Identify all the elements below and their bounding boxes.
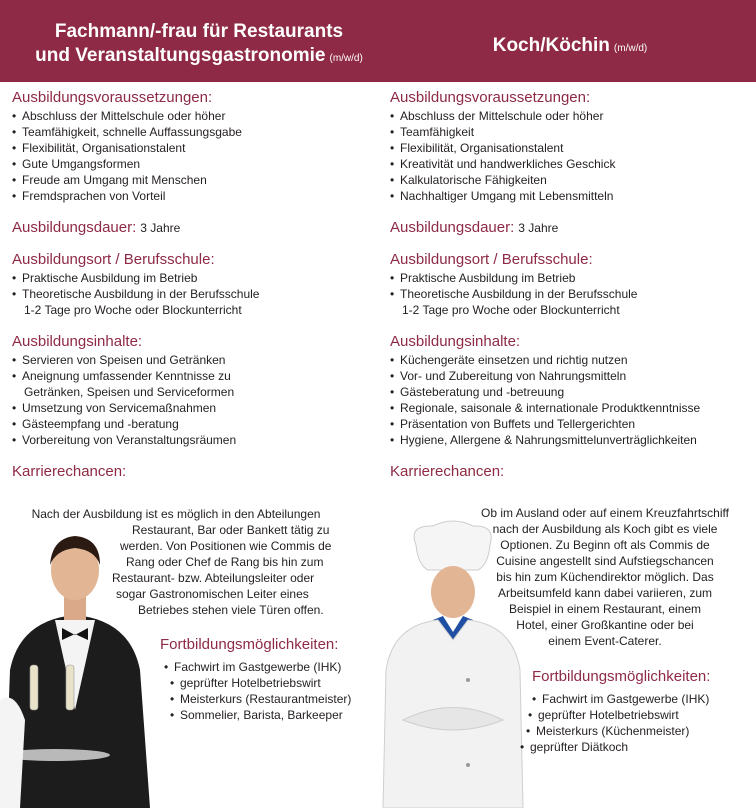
list-item: • Teamfähigkeit bbox=[390, 124, 755, 140]
right-title-suffix: (m/w/d) bbox=[613, 43, 648, 54]
text-line: Betriebes stehen viele Türen offen. bbox=[138, 603, 324, 617]
text-line: Beispiel in einem Restaurant, einem bbox=[508, 602, 702, 616]
left-fortbildung-list bbox=[164, 659, 351, 723]
list-item: • geprüfter Hotelbetriebswirt bbox=[170, 675, 351, 691]
text-line: Rang oder Chef de Rang bis hin zum bbox=[126, 555, 324, 569]
list-item: • Abschluss der Mittelschule oder höher bbox=[12, 108, 377, 124]
left-karriere-heading: Karrierechancen: bbox=[12, 463, 127, 480]
list-item: • Aneignung umfassender Kenntnisse zu bbox=[12, 368, 377, 384]
right-dauer-row bbox=[390, 218, 755, 238]
text-line: Hotel, einer Großkantine oder bei bbox=[516, 618, 694, 632]
left-inhalte-list bbox=[12, 352, 377, 448]
left-inhalte-heading: Ausbildungsinhalte: bbox=[12, 333, 143, 350]
left-title-line2-row bbox=[14, 44, 384, 71]
left-voraussetzungen-list bbox=[12, 108, 377, 204]
right-inhalte-list bbox=[390, 352, 755, 448]
left-karriere-text bbox=[12, 506, 340, 618]
right-karriere-heading: Karrierechancen: bbox=[390, 463, 505, 480]
text-line: Arbeitsumfeld kann dabei variieren, zum bbox=[497, 586, 713, 600]
left-title-suffix: (m/w/d) bbox=[329, 53, 363, 64]
list-item: • Kreativität und handwerkliches Geschick bbox=[390, 156, 755, 172]
list-item: • Gästeempfang und -beratung bbox=[12, 416, 377, 432]
list-item: • Freude am Umgang mit Menschen bbox=[12, 172, 377, 188]
list-item: • Praktische Ausbildung im Betrieb bbox=[390, 270, 755, 286]
left-dauer-row bbox=[12, 218, 377, 238]
left-title-line1: Fachmann/-frau für Restaurants bbox=[54, 21, 344, 42]
list-item: • Vor- und Zubereitung von Nahrungsmitteln bbox=[390, 368, 755, 384]
right-inhalte-heading: Ausbildungsinhalte: bbox=[390, 333, 521, 350]
list-item: • Nachhaltiger Umgang mit Lebensmitteln bbox=[390, 188, 755, 204]
list-item: • Teamfähigkeit, schnelle Auffassungsgabe bbox=[12, 124, 377, 140]
right-dauer-value: 3 Jahre bbox=[518, 221, 559, 235]
text-line: werden. Von Positionen wie Commis de bbox=[120, 539, 332, 553]
right-ort-heading: Ausbildungsort / Berufsschule: bbox=[390, 251, 593, 268]
list-item-continuation: Getränken, Speisen und Serviceformen bbox=[24, 385, 235, 399]
right-ort-list bbox=[390, 270, 755, 318]
list-item: • Hygiene, Allergene & Nahrungsmittelunverträglichkeiten bbox=[390, 432, 755, 448]
list-item: • Fremdsprachen von Vorteil bbox=[12, 188, 377, 204]
text-line: sogar Gastronomischen Leiter eines bbox=[116, 587, 309, 601]
left-ort-list bbox=[12, 270, 377, 318]
list-item: • Fachwirt im Gastgewerbe (IHK) bbox=[164, 659, 351, 675]
list-item-continuation: 1-2 Tage pro Woche oder Blockunterricht bbox=[24, 303, 242, 317]
text-line: einem Event-Caterer. bbox=[548, 634, 662, 648]
text-line: Nach der Ausbildung ist es möglich in den Abteilungen bbox=[31, 507, 321, 521]
left-ort-heading: Ausbildungsort / Berufsschule: bbox=[12, 251, 215, 268]
left-voraussetzungen-heading: Ausbildungsvoraussetzungen: bbox=[12, 89, 213, 106]
list-item: • Praktische Ausbildung im Betrieb bbox=[12, 270, 377, 286]
right-job-title bbox=[440, 34, 700, 61]
left-fortbildung-heading: Fortbildungsmöglichkeiten: bbox=[160, 636, 339, 653]
list-item: • Meisterkurs (Restaurantmeister) bbox=[170, 691, 351, 707]
text-line: Restaurant- bzw. Abteilungsleiter oder bbox=[112, 571, 315, 585]
list-item: • Umsetzung von Servicemaßnahmen bbox=[12, 400, 377, 416]
list-item-continuation: 1-2 Tage pro Woche oder Blockunterricht bbox=[402, 303, 620, 317]
list-item: • Küchengeräte einsetzen und richtig nutzen bbox=[390, 352, 755, 368]
right-fortbildung-list bbox=[520, 691, 709, 755]
right-column bbox=[390, 88, 755, 482]
text-line: nach der Ausbildung als Koch gibt es viele bbox=[492, 522, 718, 536]
list-item: • Sommelier, Barista, Barkeeper bbox=[170, 707, 351, 723]
list-item: • Regionale, saisonale & internationale Produktkenntnisse bbox=[390, 400, 755, 416]
list-item: • Theoretische Ausbildung in der Berufsschule bbox=[12, 286, 377, 302]
text-line: Restaurant, Bar oder Bankett tätig zu bbox=[132, 523, 330, 537]
text-line: Cuisine angestellt sind Aufstiegschancen bbox=[496, 554, 714, 568]
right-dauer-heading: Ausbildungsdauer: bbox=[390, 219, 515, 236]
list-item: • geprüfter Hotelbetriebswirt bbox=[528, 707, 709, 723]
list-item: • Abschluss der Mittelschule oder höher bbox=[390, 108, 755, 124]
left-dauer-heading: Ausbildungsdauer: bbox=[12, 219, 137, 236]
right-fortbildung-heading: Fortbildungsmöglichkeiten: bbox=[532, 668, 711, 685]
list-item: • Vorbereitung von Veranstaltungsräumen bbox=[12, 432, 377, 448]
text-line: Ob im Ausland oder auf einem Kreuzfahrtschiff bbox=[481, 506, 729, 520]
left-column bbox=[12, 88, 377, 482]
list-item: • Servieren von Speisen und Getränken bbox=[12, 352, 377, 368]
left-title-line2: und Veranstaltungsgastronomie bbox=[35, 45, 326, 66]
right-karriere-text bbox=[460, 505, 750, 649]
list-item: • Fachwirt im Gastgewerbe (IHK) bbox=[532, 691, 709, 707]
list-item: • Flexibilität, Organisationstalent bbox=[390, 140, 755, 156]
text-line: bis hin zum Küchendirektor möglich. Das bbox=[496, 570, 714, 584]
right-voraussetzungen-heading: Ausbildungsvoraussetzungen: bbox=[390, 89, 591, 106]
right-voraussetzungen-list bbox=[390, 108, 755, 204]
text-line: Optionen. Zu Beginn oft als Commis de bbox=[500, 538, 710, 552]
right-title: Koch/Köchin bbox=[492, 35, 610, 56]
list-item: • Meisterkurs (Küchenmeister) bbox=[526, 723, 709, 739]
list-item: • geprüfter Diätkoch bbox=[520, 739, 709, 755]
list-item: • Gute Umgangsformen bbox=[12, 156, 377, 172]
list-item: • Theoretische Ausbildung in der Berufsschule bbox=[390, 286, 755, 302]
list-item: • Flexibilität, Organisationstalent bbox=[12, 140, 377, 156]
left-job-title bbox=[14, 20, 384, 71]
header-banner bbox=[0, 0, 756, 82]
list-item: • Kalkulatorische Fähigkeiten bbox=[390, 172, 755, 188]
left-dauer-value: 3 Jahre bbox=[140, 221, 181, 235]
list-item: • Gästeberatung und -betreuung bbox=[390, 384, 755, 400]
list-item: • Präsentation von Buffets und Tellergerichten bbox=[390, 416, 755, 432]
